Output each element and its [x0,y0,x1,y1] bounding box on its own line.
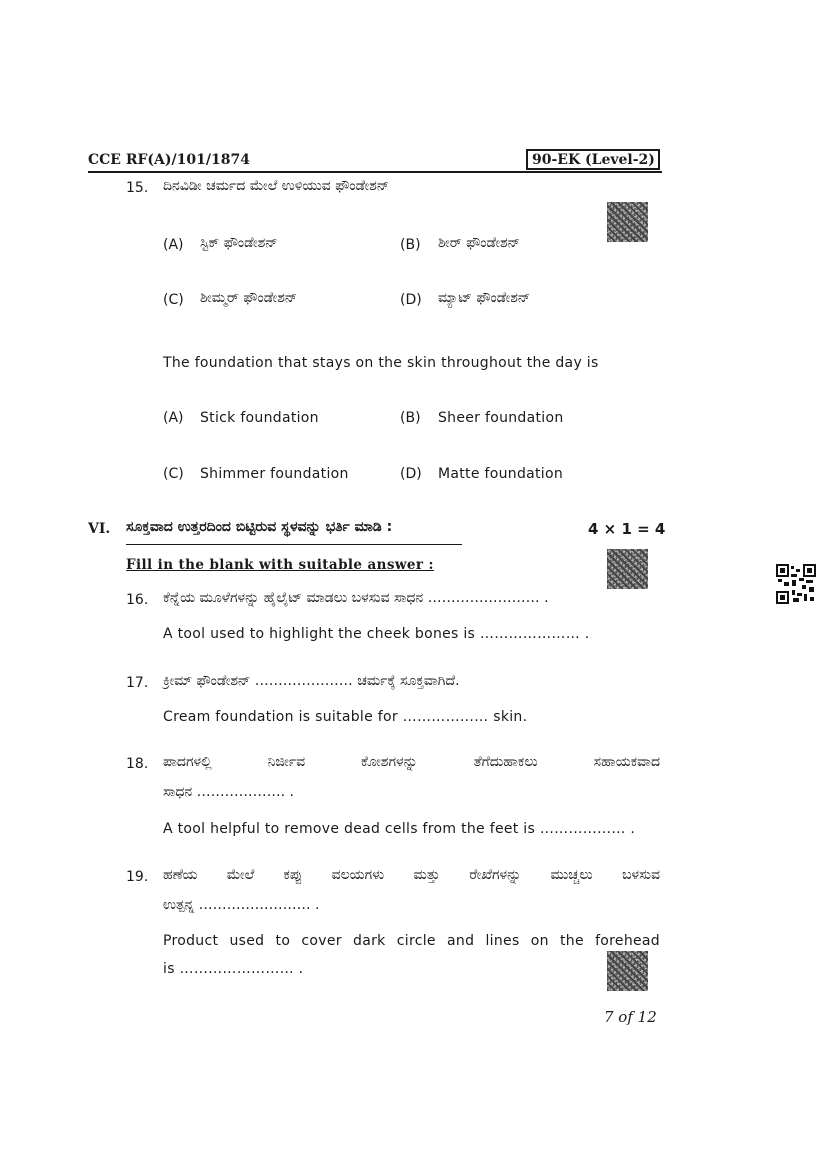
q15-en-option-d: Matte foundation [438,466,564,482]
question-17-number: 17. [126,675,149,691]
document-code: CCE RF(A)/101/1874 [88,152,250,168]
option-letter: (B) [400,410,421,426]
question-16-kannada: ಕೆನ್ನೆಯ ಮೂಳೆಗಳನ್ನು ಹೈಲೈಟ್ ಮಾಡಲು ಬಳಸುವ ಸಾಧನ …………………… . [163,590,549,606]
section-title-underline [126,544,462,545]
qr-code-icon [607,202,648,242]
q15-kn-option-a: ಸ್ಟಿಕ್ ಫೌಂಡೇಶನ್ [200,235,278,251]
question-19-english-line1: Product used to cover dark circle and lines on the forehead [163,933,660,949]
paper-id-box: 90-EK (Level-2) [526,149,660,170]
section-marks: 4 × 1 = 4 [588,520,666,538]
option-letter: (C) [163,292,184,308]
q15-kn-option-c: ಶೀಮ್ಮರ್ ಫೌಂಡೇಶನ್ [200,290,298,306]
qr-code-icon [607,951,648,991]
side-qr-code-icon [776,564,816,604]
option-letter: (C) [163,466,184,482]
q15-kn-option-d: ಮ್ಯಾಟ್ ಫೌಂಡೇಶನ್ [438,290,531,306]
question-18-kannada-line2: ಸಾಧನ ………………. . [163,784,295,800]
question-19-kannada-line2: ಉತ್ಪನ್ನ …………………… . [163,897,320,913]
question-16-number: 16. [126,592,149,608]
question-19-number: 19. [126,869,149,885]
section-numeral: VI. [88,521,111,537]
q15-en-option-a: Stick foundation [200,410,319,426]
section-title-kannada: ಸೂಕ್ತವಾದ ಉತ್ತರದಿಂದ ಬಿಟ್ಟಿರುವ ಸ್ಥಳವನ್ನು ಭರ್ತಿ ಮಾಡಿ : [126,519,393,535]
option-letter: (B) [400,237,421,253]
question-15-english: The foundation that stays on the skin throughout the day is [163,355,599,371]
page-number: 7 of 12 [604,1008,657,1026]
option-letter: (D) [400,466,422,482]
qr-code-icon [607,549,648,589]
question-15-kannada: ದಿನವಿಡೀ ಚರ್ಮದ ಮೇಲೆ ಉಳಿಯುವ ಫೌಂಡೇಶನ್ [163,178,390,194]
question-17-english: Cream foundation is suitable for ……………… skin. [163,709,528,725]
q15-en-option-c: Shimmer foundation [200,466,349,482]
header-divider [88,171,662,173]
q15-kn-option-b: ಶೀರ್ ಫೌಂಡೇಶನ್ [438,235,520,251]
question-18-english: A tool helpful to remove dead cells from the feet is ……………… . [163,821,636,837]
question-19-kannada-line1: ಹಣೆಯ ಮೇಲೆ ಕಪ್ಪು ವಲಯಗಳು ಮತ್ತು ರೇಖೆಗಳನ್ನು ಮುಚ್ಚಲು ಬಳಸುವ [163,867,660,883]
section-title-english: Fill in the blank with suitable answer : [126,557,434,573]
option-letter: (A) [163,237,184,253]
question-19-english-line2: is …………………… . [163,961,304,977]
option-letter: (A) [163,410,184,426]
question-15-number: 15. [126,180,149,196]
question-18-kannada-line1: ಪಾದಗಳಲ್ಲಿ ನಿರ್ಜೀವ ಕೋಶಗಳನ್ನು ತೆಗೆದುಹಾಕಲು ಸಹಾಯಕವಾದ [163,754,660,770]
question-16-english: A tool used to highlight the cheek bones is ………………… . [163,626,590,642]
option-letter: (D) [400,292,422,308]
question-17-kannada: ಕ್ರೀಮ್ ಫೌಂಡೇಶನ್ ………………… ಚರ್ಮಕ್ಕೆ ಸೂಕ್ತವಾಗಿದೆ. [163,673,460,689]
q15-en-option-b: Sheer foundation [438,410,564,426]
question-18-number: 18. [126,756,149,772]
